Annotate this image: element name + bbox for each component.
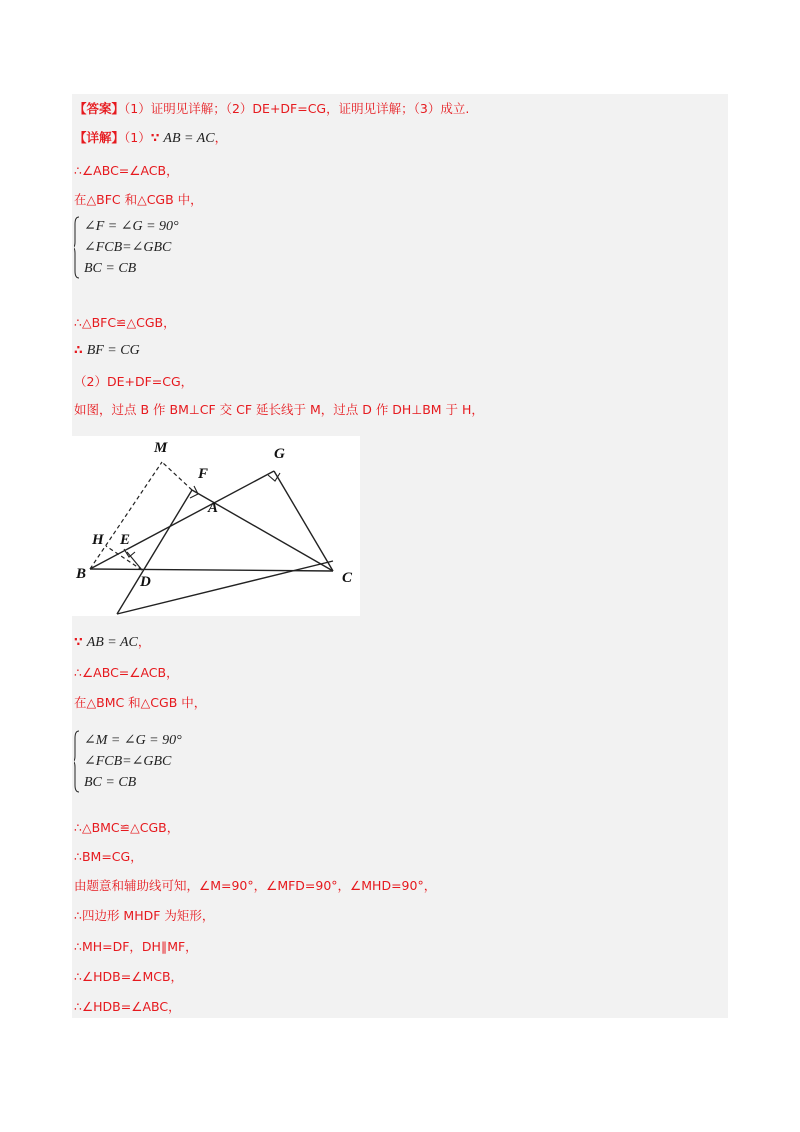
- line-construction: 如图，过点 B 作 BM⊥CF 交 CF 延长线于 M，过点 D 作 DH⊥BM 于 H，: [74, 402, 484, 417]
- equation-system-1: [74, 216, 179, 279]
- line-congruent-2: ∴△BMC≌△CGB，: [74, 820, 180, 835]
- line-bf-eq-cg: [74, 342, 140, 359]
- line-because-ab-ac: [74, 634, 150, 651]
- label-M: M: [154, 440, 168, 456]
- label-A: A: [208, 500, 219, 516]
- line-comma-2: ，: [137, 634, 151, 649]
- system1-row-3: BC = CB: [84, 261, 137, 276]
- line-part2: （2）DE+DF=CG，: [74, 374, 194, 389]
- label-H: H: [92, 532, 104, 548]
- detail-part1-prefix: （1）: [124, 130, 151, 145]
- geometry-figure: [72, 436, 360, 616]
- detail-tag: 【详解】: [74, 130, 125, 145]
- line-right-angles: 由题意和辅助线可知，∠M=90°，∠MFD=90°，∠MHD=90°，: [74, 878, 437, 893]
- ab-eq-ac: AB = AC: [163, 131, 215, 146]
- equation-system-2: [74, 730, 182, 793]
- label-F: F: [198, 466, 209, 482]
- system2-row-2: ∠FCB=∠GBC: [84, 754, 172, 769]
- system2-row-3: BC = CB: [84, 775, 137, 790]
- system1-row-2: ∠FCB=∠GBC: [84, 240, 172, 255]
- line-congruent-1: ∴△BFC≌△CGB，: [74, 315, 176, 330]
- triangle-diagram: [72, 436, 360, 616]
- line-in-triangles-1: 在△BFC 和△CGB 中，: [74, 192, 203, 207]
- answer-tag: 【答案】: [74, 101, 125, 116]
- left-brace-icon: [74, 730, 80, 793]
- because-symbol-2: ∵: [74, 634, 83, 649]
- system1-row-1: ∠F = ∠G = 90°: [84, 219, 179, 234]
- line-abc-eq-acb: ∴∠ABC=∠ACB，: [74, 163, 179, 178]
- label-E: E: [120, 532, 131, 548]
- line-hdb-eq-mcb: ∴∠HDB=∠MCB，: [74, 969, 184, 984]
- line-hdb-eq-abc: ∴∠HDB=∠ABC，: [74, 999, 181, 1014]
- detail-line: [74, 130, 227, 147]
- line-mh-eq-df: ∴MH=DF，DH∥MF，: [74, 939, 198, 954]
- answer-text: （1）证明见详解；（2）DE+DF=CG，证明见详解；（3）成立.: [124, 101, 470, 116]
- label-D: D: [140, 574, 151, 590]
- detail-comma: ，: [214, 130, 228, 145]
- label-G: G: [274, 446, 285, 462]
- bf-eq-cg-math: BF = CG: [86, 343, 140, 358]
- line-in-triangles-2: 在△BMC 和△CGB 中，: [74, 695, 207, 710]
- label-C: C: [342, 570, 353, 586]
- answer-line: [74, 101, 469, 117]
- line-abc-eq-acb-2: ∴∠ABC=∠ACB，: [74, 665, 179, 680]
- therefore-symbol: ∴: [74, 342, 83, 357]
- line-bm-eq-cg: ∴BM=CG，: [74, 849, 143, 864]
- system2-row-1: ∠M = ∠G = 90°: [84, 733, 182, 748]
- because-symbol: ∵: [150, 130, 160, 145]
- left-brace-icon: [74, 216, 80, 279]
- label-B: B: [76, 566, 87, 582]
- line-rectangle: ∴四边形 MHDF 为矩形，: [74, 908, 215, 923]
- ab-eq-ac-2: AB = AC: [86, 635, 138, 650]
